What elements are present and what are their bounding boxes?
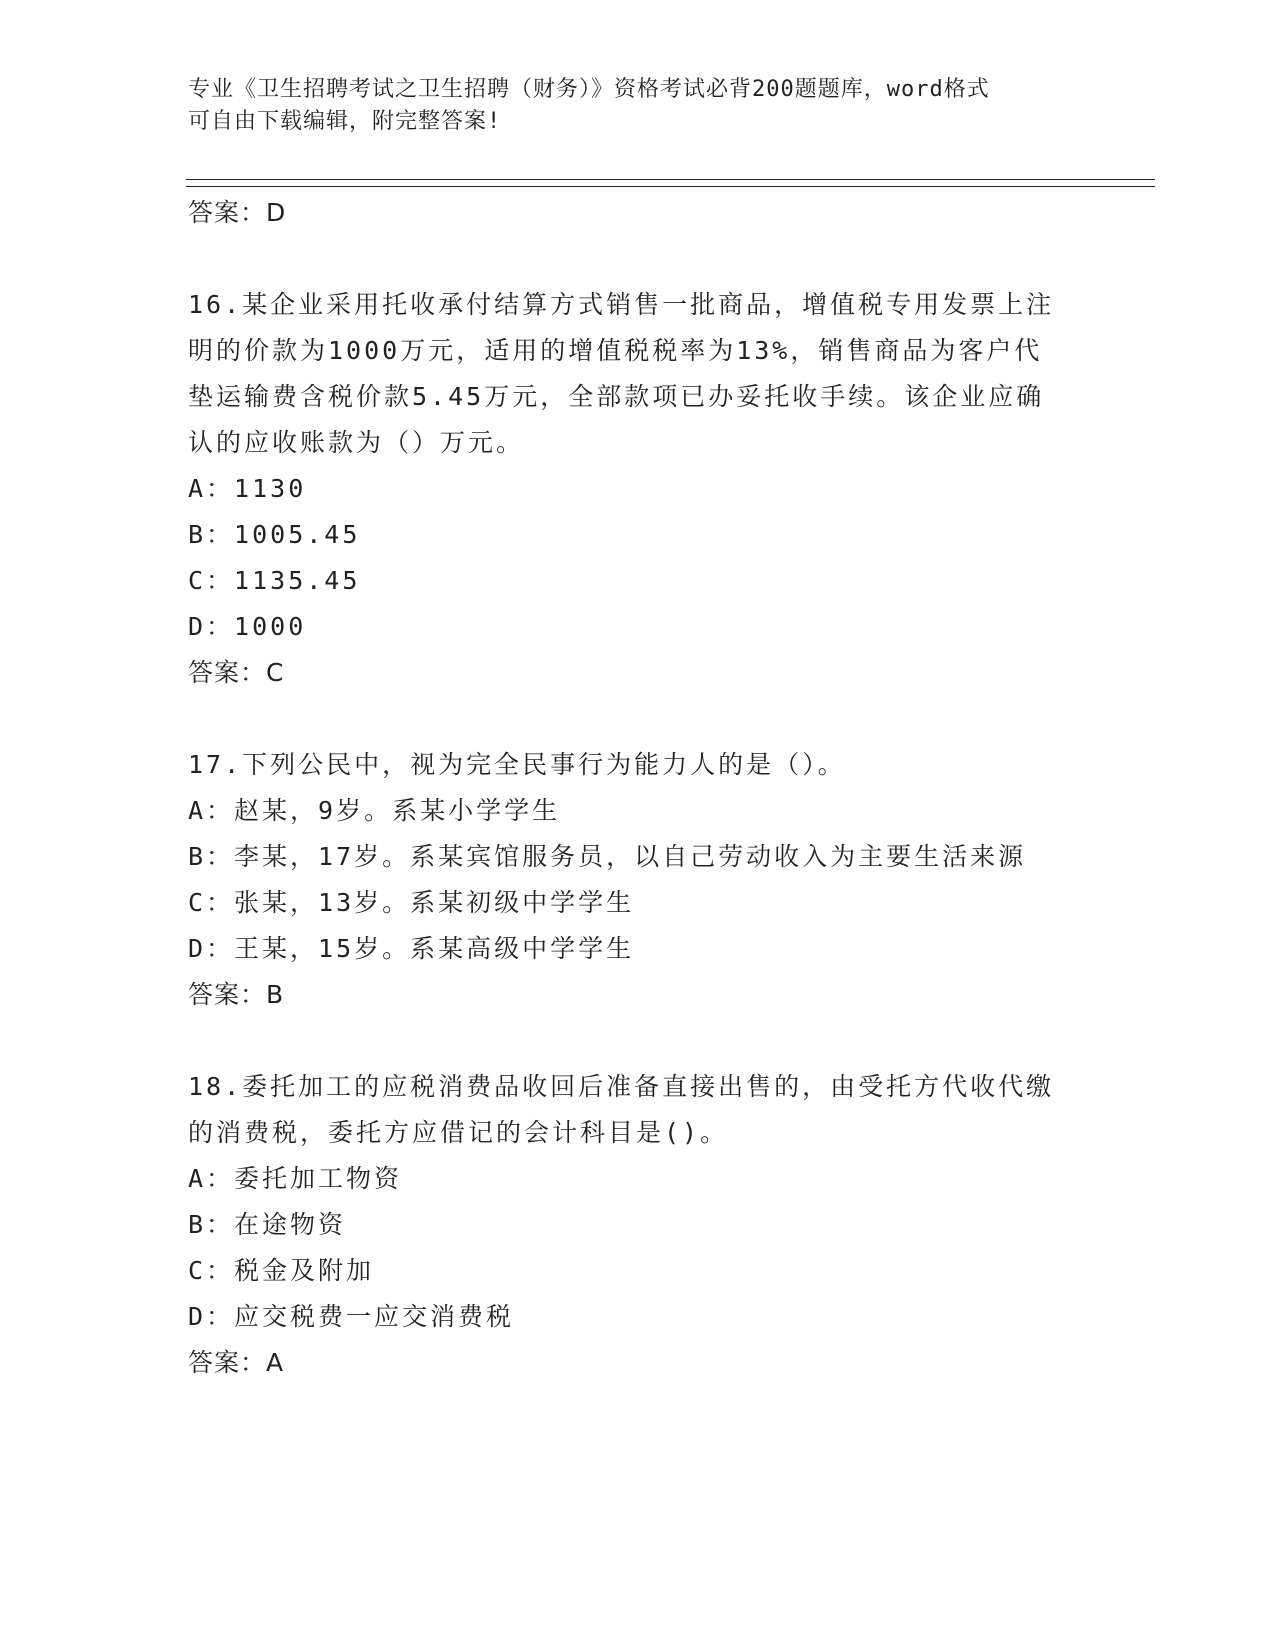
option-b: B：在途物资 [188,1210,347,1239]
question-16 [188,282,1088,696]
answer-line: 答案：B [188,980,285,1009]
answer-line: 答案：A [188,1348,285,1377]
option-b: B：1005.45 [188,520,361,549]
spacer [188,1018,1088,1064]
question-text-line: 的消费税，委托方应借记的会计科目是()。 [188,1118,729,1147]
spacer [188,236,1088,282]
answer-line: 答案：C [188,658,285,687]
question-text-line: 16.某企业采用托收承付结算方式销售一批商品，增值税专用发票上注 [188,290,1055,319]
previous-answer: 答案：D [188,198,287,227]
option-a: A：赵某，9岁。系某小学学生 [188,796,561,825]
question-text-line: 垫运输费含税价款5.45万元，全部款项已办妥托收手续。该企业应确 [188,382,1045,411]
question-17 [188,742,1088,1018]
document-header [188,74,1068,138]
question-text-line: 18.委托加工的应税消费品收回后准备直接出售的，由受托方代收代缴 [188,1072,1055,1101]
question-18 [188,1064,1088,1386]
question-text-line: 17.下列公民中，视为完全民事行为能力人的是（）。 [188,750,846,779]
option-a: A：委托加工物资 [188,1164,403,1193]
option-c: C：1135.45 [188,566,361,595]
question-text-line: 认的应收账款为（）万元。 [188,428,525,457]
header-double-rule [186,179,1155,187]
question-list [188,190,1088,1386]
option-d: D：应交税费一应交消费税 [188,1302,515,1331]
option-d: D：王某，15岁。系某高级中学学生 [188,934,635,963]
option-c: C：税金及附加 [188,1256,375,1285]
option-c: C：张某，13岁。系某初级中学学生 [188,888,635,917]
option-a: A：1130 [188,474,307,503]
header-line-2: 可自由下载编辑，附完整答案! [188,109,502,134]
spacer [188,696,1088,742]
option-d: D：1000 [188,612,307,641]
header-line-1: 专业《卫生招聘考试之卫生招聘（财务）》资格考试必背200题题库，word格式 [188,77,990,102]
option-b: B：李某，17岁。系某宾馆服务员，以自己劳动收入为主要生活来源 [188,842,1027,871]
question-text-line: 明的价款为1000万元，适用的增值税税率为13%，销售商品为客户代 [188,336,1043,365]
